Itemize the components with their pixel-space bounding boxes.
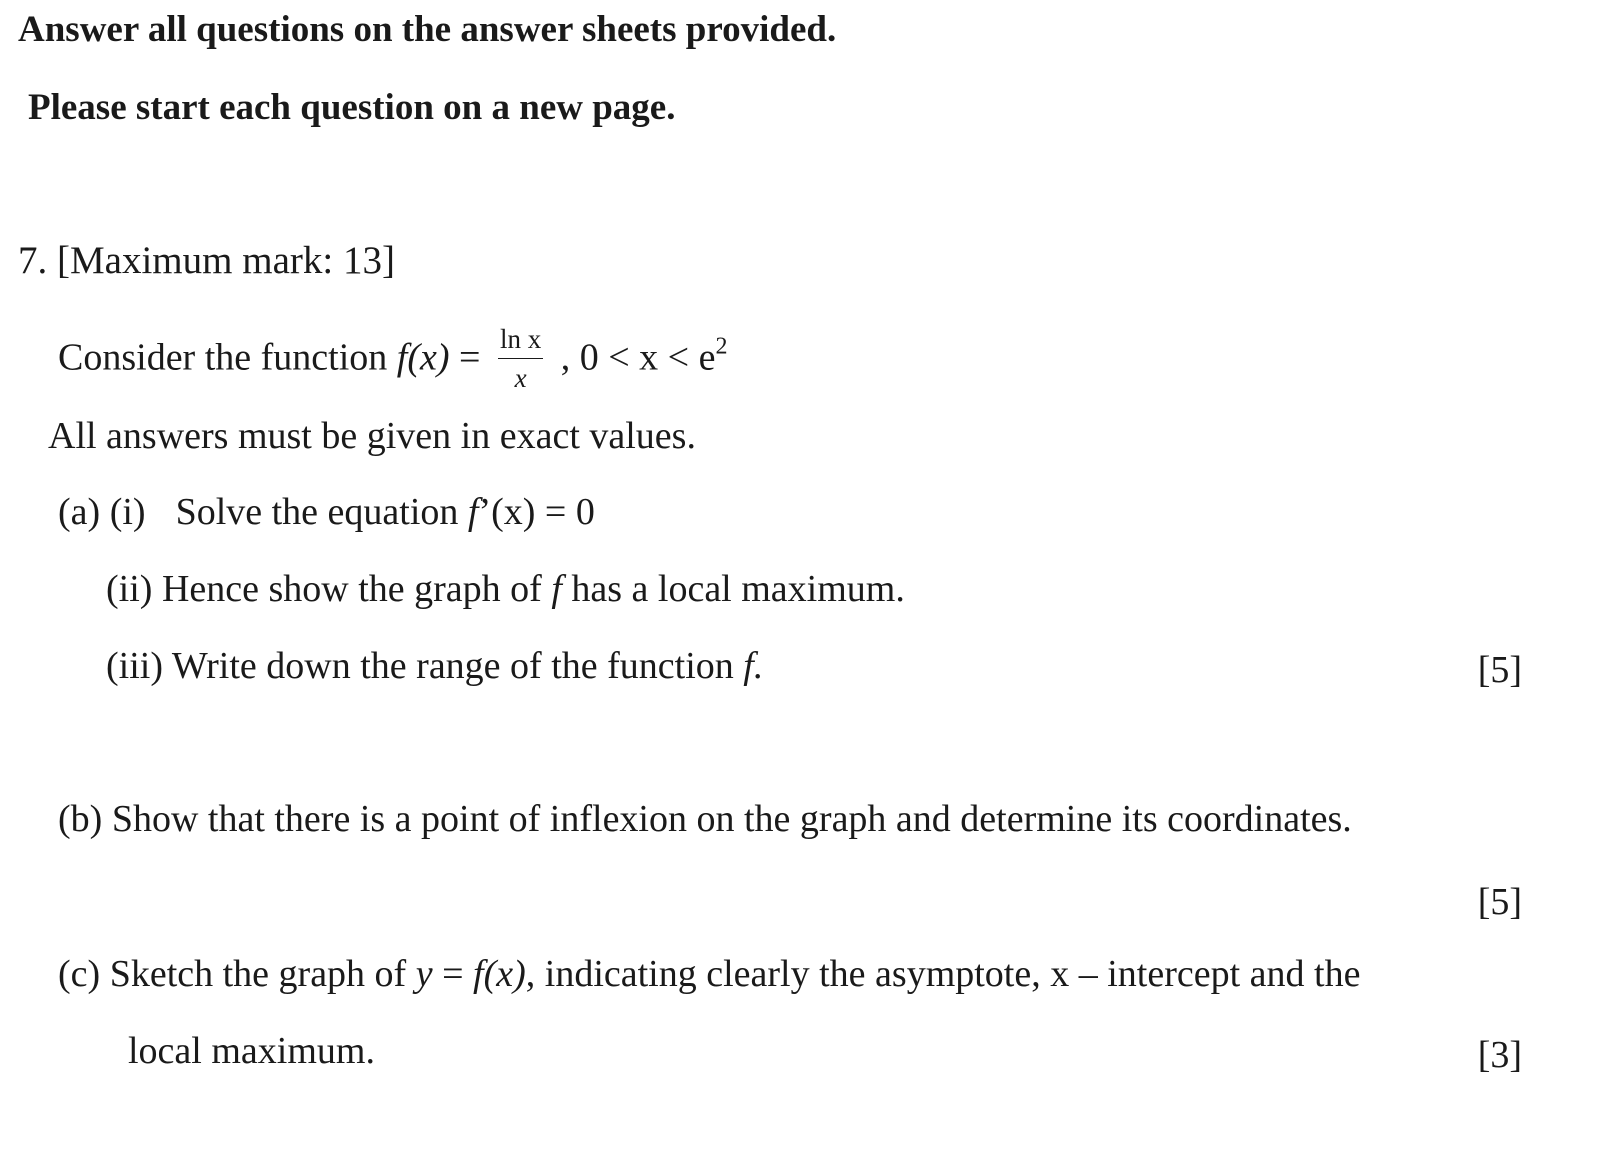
intro-text: Consider the function <box>58 336 388 379</box>
part-a-iii-text: Write down the range of the function <box>171 645 744 687</box>
question-number: 7. <box>18 239 48 282</box>
function-definition <box>58 324 728 394</box>
part-c-line2: local maximum. <box>128 1030 375 1072</box>
part-a-iii <box>106 647 763 685</box>
fraction <box>498 326 543 392</box>
part-c-text: Sketch the graph of <box>109 953 416 995</box>
part-a-i-text: Solve the equation <box>175 491 468 533</box>
part-a-i <box>58 493 595 531</box>
function-arg: (x) <box>407 336 450 379</box>
part-c-eq: = <box>432 953 474 995</box>
question-max-mark: [Maximum mark: 13] <box>57 239 395 282</box>
part-c-fx-arg: (x) <box>483 953 526 995</box>
instruction-new-page: Please start each question on a new page. <box>28 87 676 128</box>
part-c-label: (c) <box>58 953 101 995</box>
part-a-label: (a) <box>58 491 101 533</box>
part-a-i-suffix: ’(x) = 0 <box>478 491 595 533</box>
part-a-i-label: (i) <box>109 491 146 533</box>
fraction-denominator: x <box>514 363 527 393</box>
part-a-ii-label: (ii) <box>106 568 153 610</box>
part-c-y: y <box>415 953 433 995</box>
equals-sign: = <box>459 336 481 379</box>
part-c-suffix: , indicating clearly the asymptote, x – intercept and the <box>525 953 1361 995</box>
part-b-label: (b) <box>58 798 103 840</box>
part-c-f: f <box>473 953 484 995</box>
part-a-ii-text: Hence show the graph of <box>161 568 552 610</box>
exact-values-note: All answers must be given in exact values. <box>48 415 696 457</box>
part-b-marks: [5] <box>1477 881 1522 923</box>
part-a-ii <box>106 570 905 608</box>
part-a-i-f: f <box>467 491 479 533</box>
part-a-iii-f: f. <box>743 645 764 687</box>
domain-text: , 0 < x < e <box>560 336 716 379</box>
domain-exponent: 2 <box>715 333 728 360</box>
part-a-marks: [5] <box>1477 649 1522 691</box>
part-c <box>58 955 1360 993</box>
part-b <box>58 800 1352 838</box>
question-heading <box>18 238 395 283</box>
function-name: f <box>396 336 408 379</box>
fraction-numerator: ln x <box>498 326 543 359</box>
part-b-text: Show that there is a point of inflexion on the graph and determine its coordinates. <box>111 798 1352 840</box>
part-a-iii-label: (iii) <box>106 645 163 687</box>
instruction-answer-sheets: Answer all questions on the answer sheets provided. <box>18 9 837 50</box>
part-c-marks: [3] <box>1477 1034 1522 1076</box>
part-a-ii-f: f <box>551 568 562 610</box>
part-a-ii-suffix: has a local maximum. <box>561 568 905 610</box>
